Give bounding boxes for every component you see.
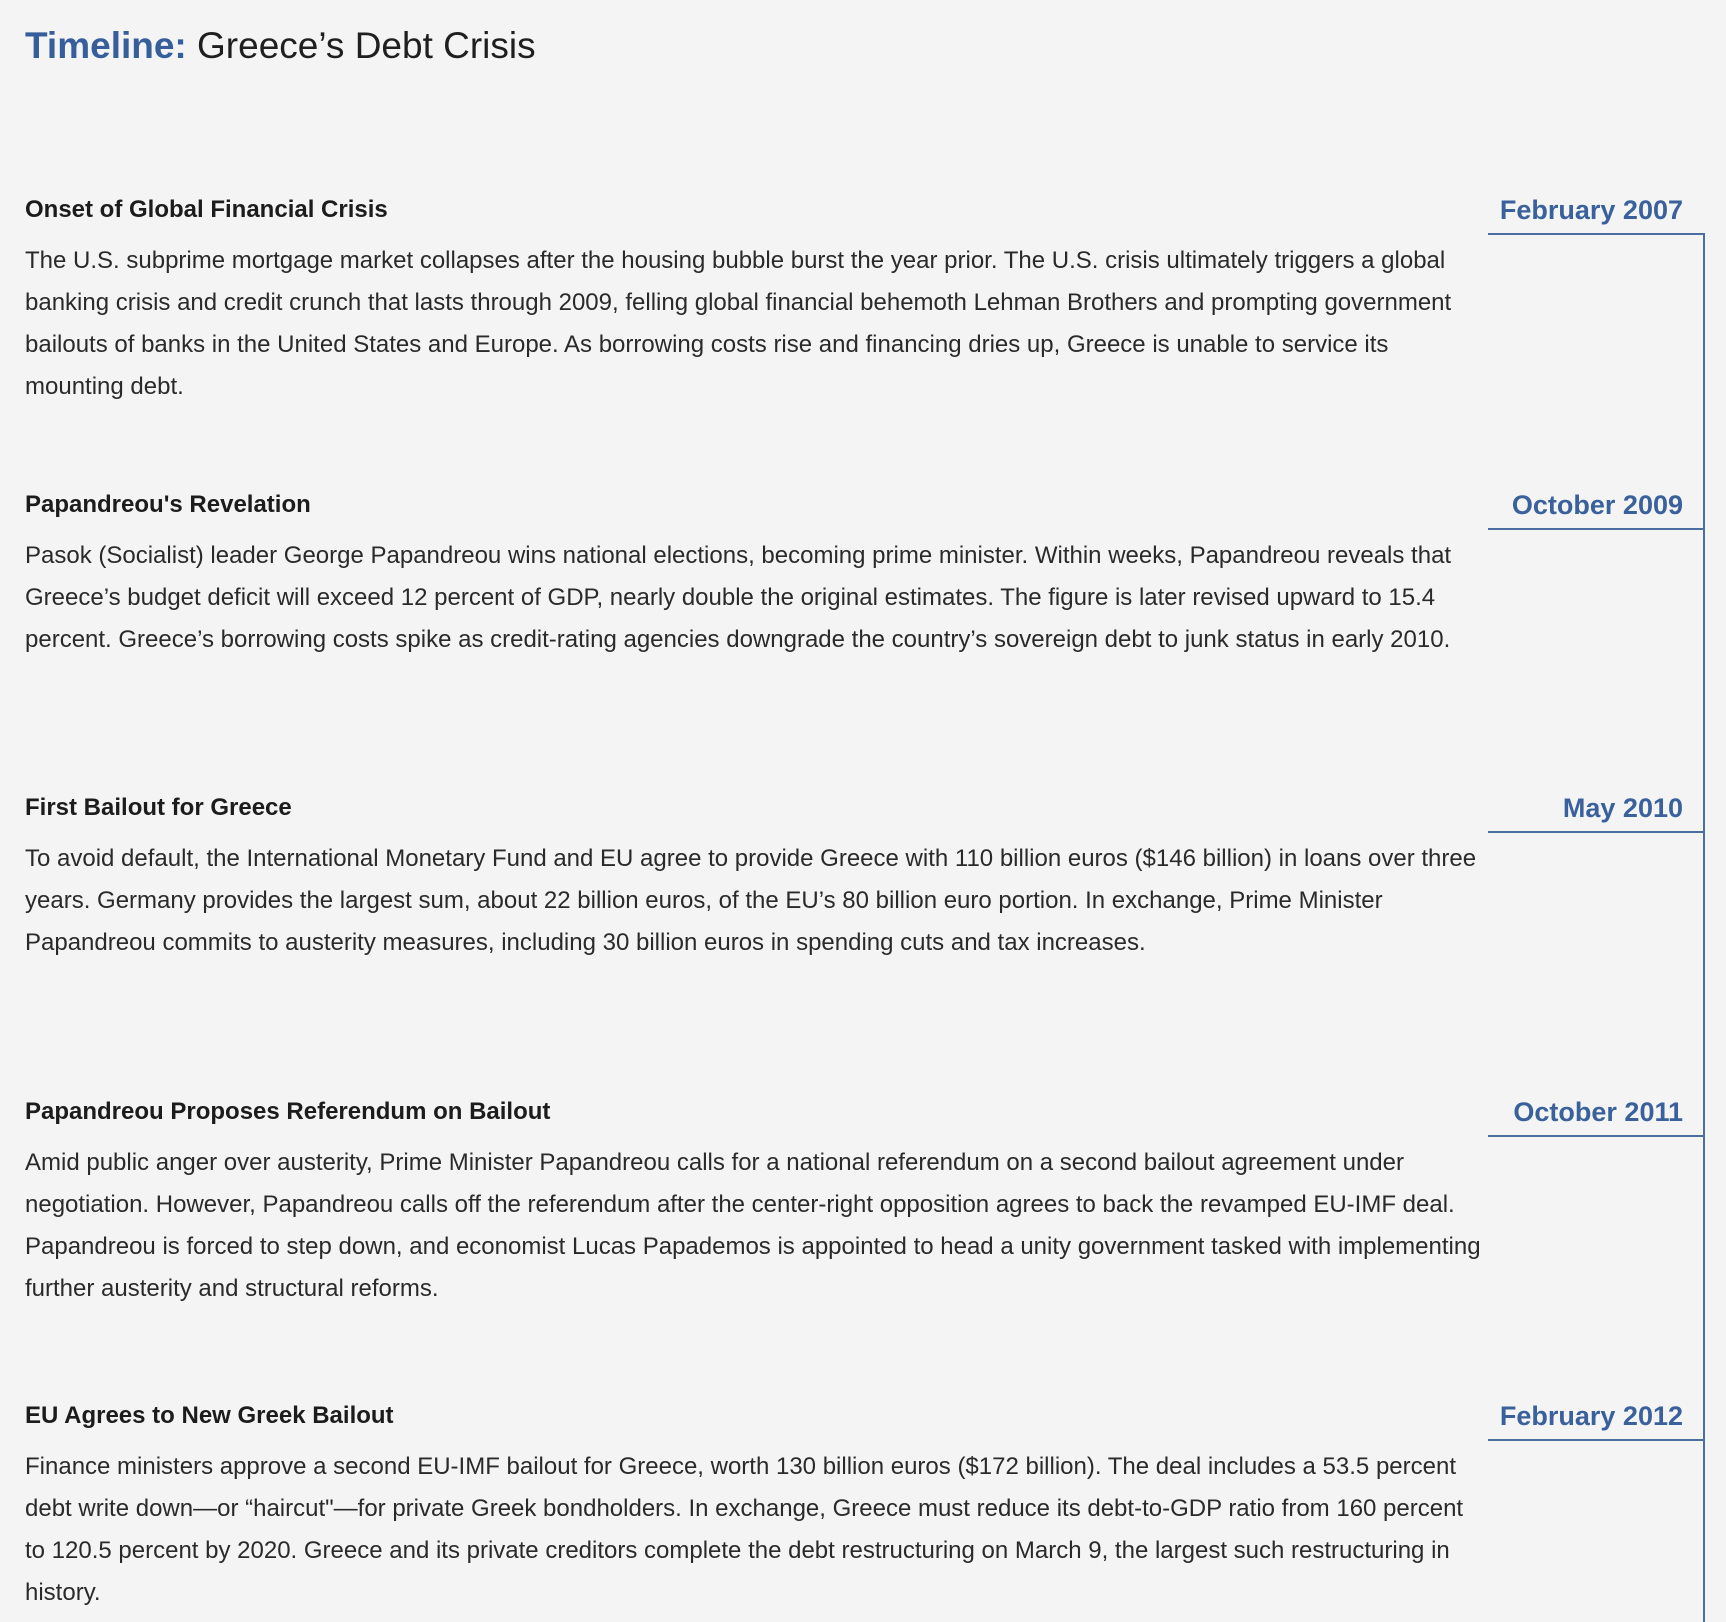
- entry-date: October 2009: [1511, 490, 1683, 520]
- entry-title: EU Agrees to New Greek Bailout: [25, 1402, 394, 1429]
- entry-body: To avoid default, the International Monetary Fund and EU agree to provide Greece with 110 billion euros ($146 billion) in loans over three years. Germany provides the largest sum, about 22 billion euros, of the EU’s 80 billion euro portion. In exchange, Prime Minister Papandreou commits to austerity measures, including 30 billion euros in spending cuts and tax increases.: [25, 845, 1477, 956]
- timeline-vertical-line: [1703, 234, 1705, 1622]
- entry-date: February 2007: [1499, 195, 1683, 225]
- entry-date: October 2011: [1513, 1097, 1683, 1127]
- entry-title: First Bailout for Greece: [25, 794, 292, 821]
- entry-title: Onset of Global Financial Crisis: [25, 196, 388, 223]
- page-title-accent: Timeline:: [25, 25, 187, 66]
- entry-title: Papandreou Proposes Referendum on Bailout: [25, 1098, 551, 1125]
- entry-body: Pasok (Socialist) leader George Papandreou wins national elections, becoming prime minister. Within weeks, Papandreou reveals that Greece’s budget deficit will exceed 12 percent of GDP, nearly double the original estimates. The figure is later revised upward to 15.4 percent. Greece’s borrowing costs spike as credit-rating agencies downgrade the country’s sovereign debt to junk status in early 2010.: [25, 542, 1452, 653]
- entry-date: May 2010: [1562, 793, 1683, 823]
- date-rule: [1488, 1439, 1705, 1441]
- date-rule: [1488, 528, 1705, 530]
- entry-body: Amid public anger over austerity, Prime Minister Papandreou calls for a national referendum on a second bailout agreement under negotiation. However, Papandreou calls off the referendum after the center-right opposition agrees to back the revamped EU-IMF deal. Papandreou is forced to step down, and economist Lucas Papademos is appointed to head a unity government tasked with implementing further austerity and structural reforms.: [25, 1149, 1481, 1302]
- page-title: [25, 20, 536, 72]
- entry-body: The U.S. subprime mortgage market collapses after the housing bubble burst the year prior. The U.S. crisis ultimately triggers a global banking crisis and credit crunch that lasts through 2009, felling global financial behemoth Lehman Brothers and prompting government bailouts of banks in the United States and Europe. As borrowing costs rise and financing dries up, Greece is unable to service its mounting debt.: [25, 247, 1452, 400]
- page-title-text: Greece’s Debt Crisis: [186, 25, 536, 66]
- date-rule: [1488, 831, 1705, 833]
- entry-title: Papandreou's Revelation: [25, 491, 311, 518]
- date-rule: [1488, 1135, 1705, 1137]
- date-rule: [1488, 233, 1705, 235]
- entry-date: February 2012: [1499, 1401, 1683, 1431]
- entry-body: Finance ministers approve a second EU-IMF bailout for Greece, worth 130 billion euros ($172 billion). The deal includes a 53.5 percent debt write down—or “haircut"—for private Greek bondholders. In exchange, Greece must reduce its debt-to-GDP ratio from 160 percent to 120.5 percent by 2020. Greece and its private creditors complete the debt restructuring on March 9, the largest such restructuring in history.: [25, 1453, 1464, 1606]
